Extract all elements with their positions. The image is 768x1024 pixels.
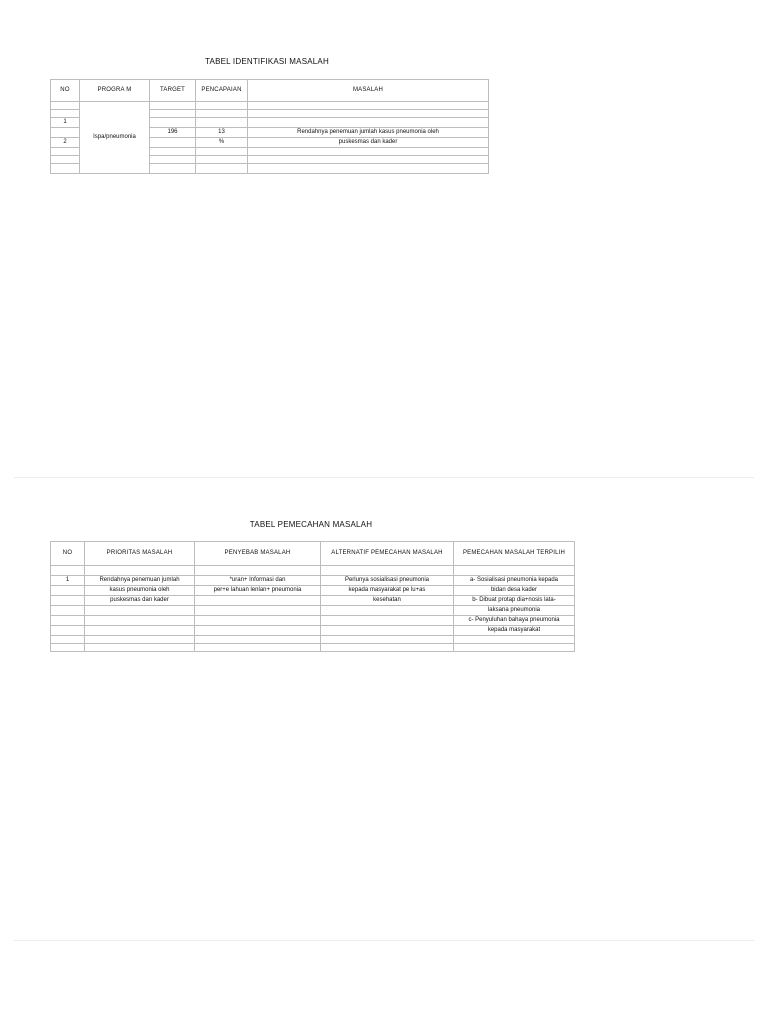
cell: [196, 102, 248, 110]
cell: [150, 148, 196, 156]
program-name: Ispa/pneumonia: [93, 134, 136, 140]
masalah-line-2: puskesmas dan kader: [248, 138, 489, 148]
prioritas-line: kasus pneumonia oleh: [85, 586, 195, 596]
pemecahan-table: [50, 541, 575, 652]
cell: [248, 102, 489, 110]
terpilih-line: laksana pneumonia: [454, 606, 575, 616]
cell: [321, 644, 454, 652]
cell: [321, 636, 454, 644]
cell: [196, 164, 248, 174]
cell: [195, 644, 321, 652]
cell: [150, 138, 196, 148]
row-number: 1: [51, 576, 85, 586]
prioritas-line: puskesmas dan kader: [85, 596, 195, 606]
cell: [51, 156, 80, 164]
cell: [150, 164, 196, 174]
header-target: TARGET: [150, 80, 196, 102]
cell: [85, 606, 195, 616]
cell: [51, 586, 85, 596]
cell: [195, 626, 321, 636]
cell: [150, 118, 196, 128]
cell: [321, 606, 454, 616]
cell: [321, 566, 454, 576]
cell: [150, 102, 196, 110]
row-number: 2: [51, 138, 80, 148]
table1-title: TABEL IDENTIFIKASI MASALAH: [205, 57, 329, 66]
cell: [248, 110, 489, 118]
cell: [51, 644, 85, 652]
cell: [195, 566, 321, 576]
header-terpilih: PEMECAHAN MASALAH TERPILIH: [454, 542, 575, 566]
cell: [248, 118, 489, 128]
cell: [321, 616, 454, 626]
penyebab-line: *uran+ Informasi dan: [195, 576, 321, 586]
cell: [195, 596, 321, 606]
cell: [454, 566, 575, 576]
cell: [51, 164, 80, 174]
header-no: NO: [51, 80, 80, 102]
header-pencapaian: PENCAPAIAN: [196, 80, 248, 102]
identifikasi-table: [50, 79, 489, 174]
header-masalah: MASALAH: [248, 80, 489, 102]
cell: [51, 606, 85, 616]
cell: [248, 148, 489, 156]
cell: [51, 626, 85, 636]
cell: [195, 616, 321, 626]
pencapaian-unit: %: [196, 138, 248, 148]
page-1: [0, 0, 768, 478]
cell: [195, 636, 321, 644]
cell: [85, 644, 195, 652]
penyebab-line: per+e lahuan lenlan+ pneumonia: [195, 586, 321, 596]
prioritas-line: Rendahnya penemuan jumlah: [85, 576, 195, 586]
cell: [321, 626, 454, 636]
cell: [51, 110, 80, 118]
cell: [195, 606, 321, 616]
alternatif-line: kesehatan: [321, 596, 454, 606]
cell: [248, 156, 489, 164]
pencapaian-value: 13: [196, 128, 248, 138]
cell: [85, 616, 195, 626]
cell: [51, 102, 80, 110]
cell: [150, 110, 196, 118]
cell: [85, 566, 195, 576]
masalah-line-1: Rendahnya penemuan jumlah kasus pneumonia oleh: [248, 128, 489, 138]
cell: [150, 156, 196, 164]
cell: [248, 164, 489, 174]
header-program: PROGRA M: [80, 80, 150, 102]
alternatif-line: kepada masyarakat pe lu+as: [321, 586, 454, 596]
header-penyebab: PENYEBAB MASALAH: [195, 542, 321, 566]
table2-title: TABEL PEMECAHAN MASALAH: [249, 520, 373, 529]
cell: [454, 644, 575, 652]
cell: [85, 636, 195, 644]
terpilih-line: kepada masyarakat: [454, 626, 575, 636]
cell: [196, 156, 248, 164]
page-separator: [14, 940, 754, 941]
cell: [51, 636, 85, 644]
header-prioritas: PRIORITAS MASALAH: [85, 542, 195, 566]
terpilih-line: a- Sosialisasi pneumonia kepada: [454, 576, 575, 586]
cell: [196, 118, 248, 128]
program-cell: [80, 102, 150, 174]
terpilih-line: bidan desa kader: [454, 586, 575, 596]
cell: [51, 596, 85, 606]
row-number: 1: [51, 118, 80, 128]
cell: [51, 566, 85, 576]
cell: [51, 148, 80, 156]
cell: [85, 626, 195, 636]
cell: [196, 148, 248, 156]
target-value: 196: [150, 128, 196, 138]
terpilih-line: b- Dibuat protap dia+nosis lata-: [454, 596, 575, 606]
page-2: [0, 478, 768, 940]
header-alternatif: ALTERNATIF PEMECAHAN MASALAH: [321, 542, 454, 566]
alternatif-line: Perlunya sosialisasi pneumonia: [321, 576, 454, 586]
cell: [51, 616, 85, 626]
cell: [51, 128, 80, 138]
cell: [454, 636, 575, 644]
header-no: NO: [51, 542, 85, 566]
cell: [196, 110, 248, 118]
terpilih-line: c- Penyuluhan bahaya pneumonia: [454, 616, 575, 626]
